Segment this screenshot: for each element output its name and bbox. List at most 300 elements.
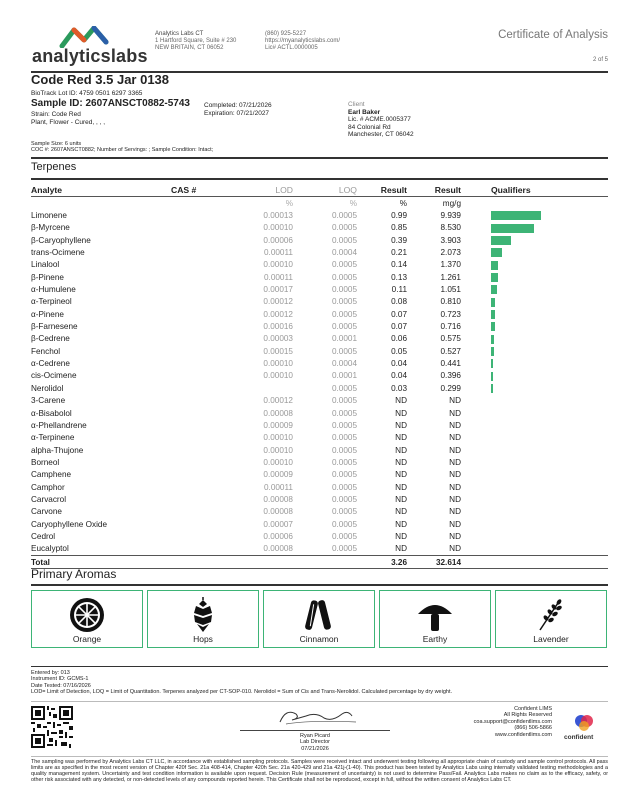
loq-value: 0.0005 bbox=[331, 309, 357, 319]
result-mg: ND bbox=[449, 457, 461, 467]
footnote: LOD= Limit of Detection, LOQ = Limit of Quantitation. Terpenes analyzed per CT-SOP-010. Nerolidol = Sum of Cis and Trans-Nerolidol. Calculated percentage by dry weight. bbox=[31, 689, 453, 696]
qualifier-cell bbox=[461, 320, 608, 332]
result-mg: ND bbox=[449, 470, 461, 480]
cas-number bbox=[171, 543, 231, 556]
loq-value: 0.0005 bbox=[331, 297, 357, 307]
qualifier-cell bbox=[461, 469, 608, 481]
qualifier-cell bbox=[461, 419, 608, 431]
orange-slice-icon bbox=[68, 596, 106, 634]
signer-date: 07/21/2026 bbox=[301, 745, 329, 752]
confident-logo-text: confident bbox=[564, 734, 594, 741]
result-bar bbox=[491, 359, 493, 368]
qualifier-cell bbox=[461, 246, 608, 258]
result-pct: ND bbox=[395, 544, 407, 554]
result-mg: ND bbox=[449, 482, 461, 492]
lod-value: 0.00009 bbox=[263, 470, 293, 480]
strain: Strain: Code Red bbox=[31, 111, 81, 118]
logo bbox=[32, 26, 148, 68]
signature bbox=[272, 706, 362, 728]
qualifier-cell bbox=[461, 345, 608, 357]
loq-value: 0.0005 bbox=[331, 507, 357, 517]
result-pct: ND bbox=[395, 433, 407, 443]
loq-value: 0.0001 bbox=[331, 371, 357, 381]
result-pct: ND bbox=[395, 457, 407, 467]
terpene-row bbox=[31, 370, 608, 382]
aroma-card-hops bbox=[147, 590, 259, 648]
qualifier-cell bbox=[461, 222, 608, 234]
cas-number bbox=[171, 493, 231, 505]
loq-value: 0.0005 bbox=[331, 285, 357, 295]
lims-website[interactable]: www.confidentlims.com bbox=[494, 731, 552, 738]
cas-number bbox=[171, 308, 231, 320]
qualifier-cell bbox=[461, 493, 608, 505]
result-mg: ND bbox=[449, 544, 461, 554]
client-address-line1: 84 Colonial Rd bbox=[348, 123, 391, 131]
lod-value: 0.00011 bbox=[264, 272, 293, 282]
cas-number bbox=[171, 357, 231, 369]
loq-value: 0.0005 bbox=[331, 235, 357, 245]
lab-license: Lic# ACTL.0000005 bbox=[265, 45, 318, 52]
cas-number bbox=[171, 395, 231, 407]
qualifier-cell bbox=[461, 333, 608, 345]
qualifier-cell bbox=[461, 395, 608, 407]
result-mg: ND bbox=[449, 408, 461, 418]
loq-value: 0.0005 bbox=[331, 346, 357, 356]
sample-size: Sample Size: 6 units bbox=[31, 141, 82, 147]
result-mg: ND bbox=[449, 396, 461, 406]
analyte-name: Linalool bbox=[31, 260, 60, 270]
result-pct: 0.04 bbox=[391, 359, 407, 369]
confident-logo-icon bbox=[574, 713, 594, 733]
cas-number bbox=[171, 432, 231, 444]
analyte-name: trans-Ocimene bbox=[31, 248, 85, 258]
qualifier-cell bbox=[461, 283, 608, 295]
aroma-label-orange: Orange bbox=[72, 634, 102, 644]
lod-value: 0.00006 bbox=[263, 235, 293, 245]
sample-id: Sample ID: 2607ANSCT0882-5743 bbox=[31, 98, 190, 109]
result-pct: 0.13 bbox=[391, 272, 407, 282]
mushroom-icon bbox=[416, 596, 454, 634]
lod-value: 0.00010 bbox=[263, 223, 293, 233]
cas-number bbox=[171, 456, 231, 468]
product-type: Plant, Flower - Cured, , , , bbox=[31, 119, 106, 126]
loq-value: 0.0005 bbox=[331, 260, 357, 270]
result-mg: 3.903 bbox=[440, 235, 461, 245]
product-title: Code Red 3.5 Jar 0138 bbox=[31, 72, 170, 87]
analyte-name: β-Caryophyllene bbox=[31, 235, 91, 245]
cas-number bbox=[171, 407, 231, 419]
result-mg: 0.299 bbox=[440, 383, 461, 393]
qualifier-cell bbox=[461, 308, 608, 320]
cas-number bbox=[171, 444, 231, 456]
analyte-name: α-Bisabolol bbox=[31, 408, 72, 418]
result-pct: 0.85 bbox=[391, 223, 407, 233]
terpene-row bbox=[31, 357, 608, 369]
terpene-row bbox=[31, 432, 608, 444]
result-pct: 0.07 bbox=[391, 309, 407, 319]
lod-value: 0.00009 bbox=[263, 420, 293, 430]
date-tested: Date Tested: 07/16/2026 bbox=[31, 682, 91, 689]
loq-value: 0.0005 bbox=[331, 445, 357, 455]
loq-value: 0.0005 bbox=[331, 433, 357, 443]
unit-loq: % bbox=[349, 198, 357, 208]
result-mg: ND bbox=[449, 531, 461, 541]
analyte-name: β-Myrcene bbox=[31, 223, 70, 233]
terpene-row bbox=[31, 419, 608, 431]
loq-value: 0.0005 bbox=[331, 322, 357, 332]
loq-value: 0.0004 bbox=[331, 248, 357, 258]
lod-value: 0.00011 bbox=[264, 248, 293, 258]
header-result-mg: Result bbox=[434, 184, 461, 195]
analyte-name: α-Phellandrene bbox=[31, 420, 87, 430]
lod-value: 0.00012 bbox=[263, 309, 293, 319]
cas-number bbox=[171, 518, 231, 530]
qualifier-cell bbox=[461, 444, 608, 456]
lod-value: 0.00003 bbox=[263, 334, 293, 344]
client-name: Earl Baker bbox=[348, 108, 381, 116]
result-mg: ND bbox=[449, 519, 461, 529]
terpene-row bbox=[31, 506, 608, 518]
result-bar bbox=[491, 211, 541, 220]
analyte-name: Nerolidol bbox=[31, 383, 64, 393]
terpene-row bbox=[31, 259, 608, 271]
lims-phone: (866) 506-5866 bbox=[514, 725, 552, 732]
aroma-card-earthy bbox=[379, 590, 491, 648]
lod-value bbox=[231, 382, 293, 394]
qualifier-cell bbox=[461, 543, 608, 556]
qualifier-cell bbox=[461, 518, 608, 530]
lab-name: Analytics Labs CT bbox=[155, 31, 204, 37]
result-mg: ND bbox=[449, 507, 461, 517]
result-pct: ND bbox=[395, 519, 407, 529]
result-mg: 1.370 bbox=[440, 260, 461, 270]
cas-number bbox=[171, 345, 231, 357]
lod-value: 0.00006 bbox=[263, 531, 293, 541]
result-bar bbox=[491, 335, 494, 344]
result-mg: 0.527 bbox=[440, 346, 461, 356]
completed-date: Completed: 07/21/2026 bbox=[204, 102, 272, 109]
analyte-name: Carvone bbox=[31, 507, 62, 517]
lod-value: 0.00015 bbox=[263, 346, 293, 356]
lod-value: 0.00016 bbox=[263, 322, 293, 332]
lavender-icon bbox=[532, 596, 570, 634]
terpene-row bbox=[31, 320, 608, 332]
loq-value: 0.0005 bbox=[331, 420, 357, 430]
entered-by: Entered by: 013 bbox=[31, 670, 70, 676]
result-mg: 9.939 bbox=[440, 211, 461, 221]
result-pct: 0.99 bbox=[391, 211, 407, 221]
result-pct: 0.39 bbox=[391, 235, 407, 245]
terpene-row bbox=[31, 246, 608, 258]
lod-value: 0.00010 bbox=[263, 445, 293, 455]
result-mg: 0.575 bbox=[440, 334, 461, 344]
logo-mountain-icon bbox=[58, 26, 118, 48]
disclaimer: The sampling was performed by Analytics Labs CT LLC, in accordance with established sampling protocols. Samples were received intact and underwent testing following all appropriate chain of custody and sample control protocols. All pass limits are as specified in the most recent version of Chapter 420f Sec. 21a 408-414, Chapter 420h Sec. 21a 420-429 and 21a 421j-(1-40). This product has been tested by Analytics Labs using internally validated testing methodologies and a quality management system. Uncertainty and test condition information is available upon request. Decision Rule (measurement of uncertainty) is not used to determine Pass/Fail. Analytics Labs makes no claim as to the efficacy, safety, or other risk associated with any detected, or non-detected levels of any compounds reported herein. This Certificate shall not be reproduced, except in full, without the written consent of Analytics Labs CT. bbox=[31, 759, 608, 784]
lod-value: 0.00007 bbox=[263, 519, 293, 529]
loq-value: 0.0005 bbox=[331, 383, 357, 393]
lab-phone: (860) 925-5227 bbox=[265, 31, 307, 37]
loq-value: 0.0005 bbox=[331, 531, 357, 541]
lod-value: 0.00012 bbox=[263, 297, 293, 307]
loq-value: 0.0005 bbox=[331, 272, 357, 282]
cas-number bbox=[171, 209, 231, 221]
loq-value: 0.0005 bbox=[331, 470, 357, 480]
analyte-name: α-Humulene bbox=[31, 285, 76, 295]
aroma-card-lavender bbox=[495, 590, 607, 648]
lod-value: 0.00008 bbox=[263, 408, 293, 418]
result-mg: ND bbox=[449, 494, 461, 504]
qualifier-cell bbox=[461, 481, 608, 493]
result-pct: 0.07 bbox=[391, 322, 407, 332]
terpene-row bbox=[31, 518, 608, 530]
lod-value: 0.00010 bbox=[263, 433, 293, 443]
result-pct: ND bbox=[395, 507, 407, 517]
aroma-label-cinnamon: Cinnamon bbox=[299, 634, 339, 644]
lod-value: 0.00013 bbox=[263, 211, 293, 221]
result-pct: ND bbox=[395, 408, 407, 418]
page-number: 2 of 5 bbox=[592, 57, 608, 63]
result-pct: ND bbox=[395, 470, 407, 480]
result-bar bbox=[491, 273, 498, 282]
qualifier-cell bbox=[461, 456, 608, 468]
result-pct: ND bbox=[395, 445, 407, 455]
terpene-row bbox=[31, 444, 608, 456]
loq-value: 0.0005 bbox=[331, 482, 357, 492]
total-label: Total bbox=[31, 557, 50, 567]
header-analyte: Analyte bbox=[31, 184, 63, 195]
lims-email[interactable]: coa.support@confidentlims.com bbox=[473, 718, 552, 725]
qualifier-cell bbox=[461, 370, 608, 382]
cas-number bbox=[171, 382, 231, 394]
result-mg: 1.261 bbox=[440, 272, 461, 282]
expiration-date: Expiration: 07/21/2027 bbox=[204, 110, 270, 117]
result-mg: ND bbox=[449, 445, 461, 455]
qr-code bbox=[31, 706, 73, 748]
hops-icon bbox=[184, 596, 222, 634]
aromas-section-title: Primary Aromas bbox=[31, 567, 117, 581]
lod-value: 0.00011 bbox=[264, 482, 293, 492]
terpene-row bbox=[31, 395, 608, 407]
result-pct: ND bbox=[395, 482, 407, 492]
result-pct: 0.14 bbox=[391, 260, 407, 270]
result-mg: 0.810 bbox=[440, 297, 461, 307]
analyte-name: β-Pinene bbox=[31, 272, 64, 282]
cas-number bbox=[171, 481, 231, 493]
aroma-label-hops: Hops bbox=[193, 634, 213, 644]
biotrack-lot-id: BioTrack Lot ID: 4759 0501 6297 3365 bbox=[31, 90, 143, 97]
loq-value: 0.0005 bbox=[331, 223, 357, 233]
terpenes-table bbox=[31, 183, 608, 569]
loq-value: 0.0005 bbox=[331, 457, 357, 467]
aroma-label-earthy: Earthy bbox=[422, 634, 448, 644]
lod-value: 0.00010 bbox=[263, 457, 293, 467]
analyte-name: Carvacrol bbox=[31, 494, 67, 504]
qualifier-cell bbox=[461, 271, 608, 283]
lod-value: 0.00008 bbox=[263, 494, 293, 504]
result-mg: 0.723 bbox=[440, 309, 461, 319]
cas-number bbox=[171, 246, 231, 258]
loq-value: 0.0005 bbox=[331, 408, 357, 418]
result-bar bbox=[491, 310, 495, 319]
cas-number bbox=[171, 530, 231, 542]
loq-value: 0.0005 bbox=[331, 211, 357, 221]
lab-address-line2: NEW BRITAIN, CT 06052 bbox=[155, 45, 224, 52]
aroma-card-orange bbox=[31, 590, 143, 648]
qualifier-cell bbox=[461, 234, 608, 246]
cas-number bbox=[171, 271, 231, 283]
total-mg: 32.614 bbox=[435, 557, 461, 567]
loq-value: 0.0005 bbox=[331, 519, 357, 529]
terpenes-header-row bbox=[31, 183, 608, 197]
analyte-name: β-Farnesene bbox=[31, 322, 78, 332]
document-title: Certificate of Analysis bbox=[498, 29, 608, 41]
cas-number bbox=[171, 222, 231, 234]
result-pct: 0.08 bbox=[391, 297, 407, 307]
analyte-name: cis-Ocimene bbox=[31, 371, 77, 381]
signer-name: Ryan Picard bbox=[300, 733, 330, 739]
result-pct: ND bbox=[395, 531, 407, 541]
result-mg: 0.441 bbox=[440, 359, 461, 369]
lab-website[interactable]: https://myanalyticslabs.com/ bbox=[265, 38, 341, 45]
cas-number bbox=[171, 234, 231, 246]
terpene-row bbox=[31, 469, 608, 481]
terpene-row bbox=[31, 407, 608, 419]
result-pct: 0.21 bbox=[391, 248, 407, 258]
loq-value: 0.0005 bbox=[331, 544, 357, 554]
terpene-row bbox=[31, 530, 608, 542]
qualifier-cell bbox=[461, 382, 608, 394]
terpene-row bbox=[31, 333, 608, 345]
lims-name: Confident LIMS bbox=[514, 706, 552, 712]
analyte-name: α-Pinene bbox=[31, 309, 64, 319]
result-mg: ND bbox=[449, 420, 461, 430]
result-pct: ND bbox=[395, 494, 407, 504]
total-pct: 3.26 bbox=[391, 557, 407, 567]
header-qualifiers: Qualifiers bbox=[491, 184, 531, 195]
client-license: Lic. # ACME.0005377 bbox=[348, 116, 411, 124]
analyte-name: α-Cedrene bbox=[31, 359, 70, 369]
analyte-name: Camphor bbox=[31, 482, 65, 492]
aroma-card-cinnamon bbox=[263, 590, 375, 648]
qualifier-cell bbox=[461, 259, 608, 271]
lod-value: 0.00010 bbox=[263, 359, 293, 369]
result-bar bbox=[491, 298, 495, 307]
result-bar bbox=[491, 224, 534, 233]
result-bar bbox=[491, 372, 493, 381]
qualifier-cell bbox=[461, 506, 608, 518]
lims-rights: All Rights Reserved bbox=[503, 712, 552, 719]
header-loq: LOQ bbox=[338, 184, 357, 195]
unit-result-pct: % bbox=[399, 198, 407, 208]
loq-value: 0.0001 bbox=[331, 334, 357, 344]
analyte-name: Caryophyllene Oxide bbox=[31, 519, 108, 529]
cinnamon-icon bbox=[300, 596, 338, 634]
analyte-name: Camphene bbox=[31, 470, 72, 480]
signer-title: Lab Director bbox=[300, 739, 330, 746]
header-lod: LOD bbox=[275, 184, 293, 195]
result-pct: ND bbox=[395, 420, 407, 430]
cas-number bbox=[171, 506, 231, 518]
header-cas: CAS # bbox=[171, 184, 197, 195]
qualifier-cell bbox=[461, 209, 608, 221]
result-mg: 1.051 bbox=[440, 285, 461, 295]
terpene-row bbox=[31, 493, 608, 505]
result-mg: 2.073 bbox=[440, 248, 461, 258]
coc-info: COC #: 2607ANSCT0882; Number of Servings: ; Sample Condition: Intact; bbox=[31, 147, 214, 153]
result-mg: 0.716 bbox=[440, 322, 461, 332]
terpene-row bbox=[31, 382, 608, 394]
client-address-line2: Manchester, CT 06042 bbox=[348, 131, 414, 139]
terpene-row bbox=[31, 481, 608, 493]
analyte-name: α-Terpinene bbox=[31, 433, 75, 443]
terpene-row bbox=[31, 456, 608, 468]
unit-lod: % bbox=[285, 198, 293, 208]
analyte-name: β-Cedrene bbox=[31, 334, 70, 344]
lod-value: 0.00008 bbox=[263, 544, 293, 554]
terpene-row bbox=[31, 308, 608, 320]
qualifier-cell bbox=[461, 530, 608, 542]
result-pct: 0.05 bbox=[391, 346, 407, 356]
cas-number bbox=[171, 320, 231, 332]
cas-number bbox=[171, 370, 231, 382]
cas-number bbox=[171, 283, 231, 295]
cas-number bbox=[171, 469, 231, 481]
result-pct: ND bbox=[395, 396, 407, 406]
unit-result-mg: mg/g bbox=[442, 198, 461, 208]
qualifier-cell bbox=[461, 407, 608, 419]
qualifier-cell bbox=[461, 357, 608, 369]
terpene-row bbox=[31, 345, 608, 357]
result-mg: 8.530 bbox=[440, 223, 461, 233]
result-bar bbox=[491, 384, 493, 393]
result-mg: ND bbox=[449, 433, 461, 443]
result-bar bbox=[491, 248, 502, 257]
analyte-name: Limonene bbox=[31, 211, 67, 221]
result-pct: 0.06 bbox=[391, 334, 407, 344]
terpene-row bbox=[31, 271, 608, 283]
analyte-name: α-Terpineol bbox=[31, 297, 72, 307]
client-label: Client bbox=[348, 101, 365, 108]
terpene-row bbox=[31, 296, 608, 308]
loq-value: 0.0004 bbox=[331, 359, 357, 369]
cas-number bbox=[171, 419, 231, 431]
logo-text: analyticslabs bbox=[32, 46, 148, 66]
result-bar bbox=[491, 261, 498, 270]
qualifier-cell bbox=[461, 296, 608, 308]
result-bar bbox=[491, 285, 497, 294]
lab-address-line1: 1 Hartford Square, Suite # 230 bbox=[155, 38, 237, 45]
qualifier-cell bbox=[461, 432, 608, 444]
cas-number bbox=[171, 296, 231, 308]
result-pct: 0.04 bbox=[391, 371, 407, 381]
result-bar bbox=[491, 236, 511, 245]
aroma-label-lavender: Lavender bbox=[533, 634, 569, 644]
terpene-row bbox=[31, 543, 608, 556]
lod-value: 0.00017 bbox=[263, 285, 293, 295]
cas-number bbox=[171, 333, 231, 345]
lod-value: 0.00012 bbox=[263, 396, 293, 406]
units-row bbox=[31, 197, 608, 210]
analyte-name: Cedrol bbox=[31, 531, 56, 541]
lod-value: 0.00008 bbox=[263, 507, 293, 517]
result-pct: 0.11 bbox=[391, 285, 407, 295]
instrument-id: Instrument ID: GCMS-1 bbox=[31, 676, 89, 683]
terpene-row bbox=[31, 209, 608, 221]
confident-logo bbox=[564, 713, 608, 743]
result-pct: 0.03 bbox=[391, 383, 407, 393]
analyte-name: Fenchol bbox=[31, 346, 61, 356]
cas-number bbox=[171, 259, 231, 271]
